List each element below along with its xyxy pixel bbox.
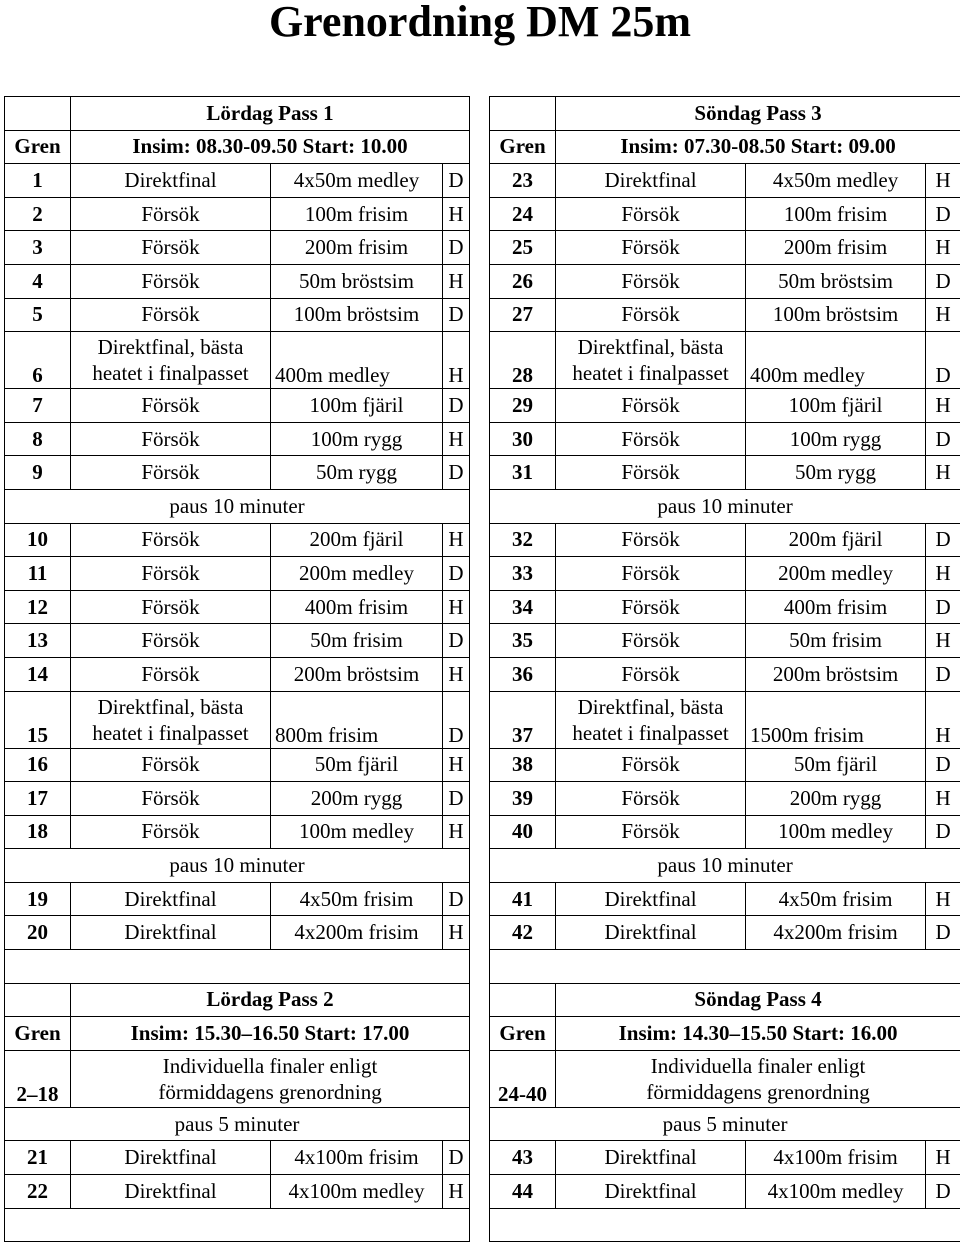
event-gender: D xyxy=(443,1141,470,1175)
event-gender: H xyxy=(443,332,470,389)
event-name: 4x50m medley xyxy=(746,164,926,198)
event-number: 22 xyxy=(5,1175,71,1209)
event-gender: H xyxy=(926,298,960,332)
event-gender: D xyxy=(926,332,960,389)
event-name: 4x100m medley xyxy=(746,1175,926,1209)
gren-header: Gren xyxy=(490,130,556,164)
event-name: 50m bröstsim xyxy=(271,264,443,298)
event-gender: D xyxy=(926,590,960,624)
individual-finals-text-line2: förmiddagens grenordning xyxy=(646,1079,870,1104)
event-number: 33 xyxy=(490,557,556,591)
event-row xyxy=(5,557,960,591)
empty-cell xyxy=(5,1208,470,1242)
event-type: Direktfinal xyxy=(556,882,746,916)
event-type: Direktfinal xyxy=(556,1141,746,1175)
event-type: Försök xyxy=(556,815,746,849)
pass4-times: Insim: 14.30–15.50 Start: 16.00 xyxy=(556,1017,960,1051)
pause-label: paus 5 minuter xyxy=(490,1107,960,1141)
pause-label: paus 10 minuter xyxy=(490,489,960,523)
event-number: 10 xyxy=(5,523,71,557)
event-number: 40 xyxy=(490,815,556,849)
event-number: 7 xyxy=(5,389,71,423)
pass3-name: Söndag Pass 3 xyxy=(556,97,960,131)
header-blank xyxy=(5,983,71,1017)
event-range: 24-40 xyxy=(490,1050,556,1107)
spacer-row xyxy=(5,950,960,984)
header-blank xyxy=(5,97,71,131)
event-type: Direktfinal xyxy=(71,882,271,916)
pause-row xyxy=(5,489,960,523)
event-gender: H xyxy=(926,691,960,748)
event-type xyxy=(556,332,746,389)
event-type-text-line1: Direktfinal, bästa xyxy=(97,335,244,360)
pause-label: paus 10 minuter xyxy=(5,489,470,523)
event-type: Försök xyxy=(556,624,746,658)
event-type-text-line1: Direktfinal, bästa xyxy=(577,335,724,360)
event-number: 21 xyxy=(5,1141,71,1175)
event-gender: H xyxy=(926,882,960,916)
individual-finals-text-line1: Individuella finaler enligt xyxy=(162,1053,378,1078)
event-number: 23 xyxy=(490,164,556,198)
event-number: 28 xyxy=(490,332,556,389)
event-name: 4x100m frisim xyxy=(271,1141,443,1175)
event-name: 4x50m frisim xyxy=(746,882,926,916)
pass2-times: Insim: 15.30–16.50 Start: 17.00 xyxy=(71,1017,470,1051)
event-type: Försök xyxy=(71,557,271,591)
event-type: Försök xyxy=(71,523,271,557)
column-separator xyxy=(470,1017,490,1051)
event-row xyxy=(5,164,960,198)
column-separator xyxy=(470,657,490,691)
event-gender: D xyxy=(443,164,470,198)
event-name: 100m fjäril xyxy=(746,389,926,423)
header-row-pass1-pass3 xyxy=(5,97,960,131)
event-name: 4x200m frisim xyxy=(746,916,926,950)
event-number: 12 xyxy=(5,590,71,624)
event-gender: H xyxy=(926,782,960,816)
event-name: 400m frisim xyxy=(271,590,443,624)
event-row xyxy=(5,624,960,658)
event-name: 200m fjäril xyxy=(271,523,443,557)
event-name: 4x100m frisim xyxy=(746,1141,926,1175)
event-row xyxy=(5,389,960,423)
individual-finals-text-line1: Individuella finaler enligt xyxy=(650,1053,866,1078)
event-number: 25 xyxy=(490,231,556,265)
event-gender: D xyxy=(926,197,960,231)
event-row xyxy=(5,197,960,231)
event-gender: H xyxy=(443,590,470,624)
column-separator xyxy=(470,422,490,456)
event-number: 19 xyxy=(5,882,71,916)
column-separator xyxy=(470,849,490,883)
column-separator xyxy=(470,389,490,423)
event-gender: H xyxy=(443,264,470,298)
event-type: Försök xyxy=(71,748,271,782)
event-number: 8 xyxy=(5,422,71,456)
event-row xyxy=(5,916,960,950)
event-number: 17 xyxy=(5,782,71,816)
event-name: 4x50m medley xyxy=(271,164,443,198)
column-separator xyxy=(470,456,490,490)
event-name: 100m bröstsim xyxy=(271,298,443,332)
pass3-times: Insim: 07.30-08.50 Start: 09.00 xyxy=(556,130,960,164)
event-row xyxy=(5,691,960,748)
event-gender: D xyxy=(443,782,470,816)
event-row xyxy=(5,456,960,490)
event-name: 200m medley xyxy=(746,557,926,591)
event-number: 42 xyxy=(490,916,556,950)
event-number: 4 xyxy=(5,264,71,298)
event-name: 100m frisim xyxy=(271,197,443,231)
event-name: 400m medley xyxy=(746,332,926,389)
event-name: 400m medley xyxy=(271,332,443,389)
gren-header: Gren xyxy=(490,1017,556,1051)
event-row xyxy=(5,231,960,265)
event-gender: H xyxy=(926,557,960,591)
column-separator xyxy=(470,624,490,658)
event-gender: H xyxy=(443,815,470,849)
event-type: Försök xyxy=(556,389,746,423)
event-row xyxy=(5,882,960,916)
individual-finals-row xyxy=(5,1050,960,1107)
column-separator xyxy=(470,916,490,950)
header-row-times-2 xyxy=(5,1017,960,1051)
page-title: Grenordning DM 25m xyxy=(268,0,692,46)
event-gender: H xyxy=(926,1141,960,1175)
event-gender: D xyxy=(926,264,960,298)
column-separator xyxy=(470,130,490,164)
event-row xyxy=(5,422,960,456)
event-name: 200m rygg xyxy=(271,782,443,816)
event-gender: D xyxy=(443,624,470,658)
event-type: Försök xyxy=(556,748,746,782)
event-name: 1500m frisim xyxy=(746,691,926,748)
column-separator xyxy=(470,164,490,198)
column-separator xyxy=(470,231,490,265)
column-separator xyxy=(470,1050,490,1107)
event-row xyxy=(5,298,960,332)
event-type: Försök xyxy=(71,422,271,456)
event-name: 100m fjäril xyxy=(271,389,443,423)
event-gender: D xyxy=(926,748,960,782)
column-separator xyxy=(470,523,490,557)
pause-label: paus 5 minuter xyxy=(5,1107,470,1141)
column-separator xyxy=(470,691,490,748)
event-number: 13 xyxy=(5,624,71,658)
event-number: 14 xyxy=(5,657,71,691)
event-name: 50m frisim xyxy=(271,624,443,658)
event-type: Försök xyxy=(556,422,746,456)
event-gender: H xyxy=(926,389,960,423)
event-type-text-line1: Direktfinal, bästa xyxy=(577,694,724,719)
event-row xyxy=(5,657,960,691)
event-type: Försök xyxy=(71,456,271,490)
column-separator xyxy=(470,815,490,849)
event-gender: H xyxy=(443,1175,470,1209)
event-type xyxy=(71,332,271,389)
individual-finals-text-line2: förmiddagens grenordning xyxy=(158,1079,382,1104)
pause-label: paus 10 minuter xyxy=(490,849,960,883)
column-separator xyxy=(470,782,490,816)
event-name: 4x100m medley xyxy=(271,1175,443,1209)
event-number: 34 xyxy=(490,590,556,624)
event-gender: H xyxy=(926,164,960,198)
event-type: Direktfinal xyxy=(71,1141,271,1175)
empty-cell xyxy=(490,950,960,984)
event-gender: H xyxy=(926,624,960,658)
event-type: Direktfinal xyxy=(556,1175,746,1209)
event-gender: D xyxy=(443,882,470,916)
event-number: 15 xyxy=(5,691,71,748)
event-number: 6 xyxy=(5,332,71,389)
event-name: 100m rygg xyxy=(746,422,926,456)
event-type: Försök xyxy=(71,782,271,816)
event-gender: D xyxy=(443,456,470,490)
event-number: 9 xyxy=(5,456,71,490)
event-gender: D xyxy=(926,657,960,691)
column-separator xyxy=(470,1107,490,1141)
column-separator xyxy=(470,264,490,298)
event-type: Direktfinal xyxy=(71,1175,271,1209)
event-gender: H xyxy=(443,197,470,231)
event-gender: D xyxy=(926,1175,960,1209)
event-type: Försök xyxy=(71,231,271,265)
event-name: 800m frisim xyxy=(271,691,443,748)
event-number: 31 xyxy=(490,456,556,490)
event-type: Direktfinal xyxy=(71,164,271,198)
event-number: 18 xyxy=(5,815,71,849)
event-number: 29 xyxy=(490,389,556,423)
event-name: 100m rygg xyxy=(271,422,443,456)
event-gender: D xyxy=(443,231,470,265)
event-row xyxy=(5,1175,960,1209)
event-gender: D xyxy=(926,422,960,456)
event-type: Försök xyxy=(556,197,746,231)
event-type: Försök xyxy=(71,657,271,691)
column-separator xyxy=(470,97,490,131)
event-type: Försök xyxy=(556,523,746,557)
event-gender: D xyxy=(926,523,960,557)
event-name: 100m medley xyxy=(271,815,443,849)
column-separator xyxy=(470,950,490,984)
event-type: Försök xyxy=(556,590,746,624)
event-type-text-line2: heatet i finalpasset xyxy=(572,720,729,745)
empty-cell xyxy=(490,1208,960,1242)
column-separator xyxy=(470,557,490,591)
event-type-text-line2: heatet i finalpasset xyxy=(92,720,249,745)
event-number: 39 xyxy=(490,782,556,816)
event-row xyxy=(5,1141,960,1175)
event-type: Försök xyxy=(71,264,271,298)
event-name: 50m frisim xyxy=(746,624,926,658)
event-row xyxy=(5,748,960,782)
event-number: 2 xyxy=(5,197,71,231)
event-type: Försök xyxy=(556,231,746,265)
pass1-times: Insim: 08.30-09.50 Start: 10.00 xyxy=(71,130,470,164)
event-type: Försök xyxy=(71,389,271,423)
pass2-name: Lördag Pass 2 xyxy=(71,983,470,1017)
event-gender: D xyxy=(926,815,960,849)
event-number: 32 xyxy=(490,523,556,557)
column-separator xyxy=(470,197,490,231)
column-separator xyxy=(470,882,490,916)
individual-finals-note xyxy=(556,1050,960,1107)
event-type: Direktfinal xyxy=(556,916,746,950)
event-name: 4x50m frisim xyxy=(271,882,443,916)
event-number: 5 xyxy=(5,298,71,332)
column-separator xyxy=(470,1141,490,1175)
event-type: Försök xyxy=(556,782,746,816)
column-separator xyxy=(470,298,490,332)
event-type: Försök xyxy=(556,298,746,332)
event-name: 400m frisim xyxy=(746,590,926,624)
event-name: 200m frisim xyxy=(271,231,443,265)
event-gender: D xyxy=(443,691,470,748)
event-number: 16 xyxy=(5,748,71,782)
spacer-row-end xyxy=(5,1208,960,1242)
column-separator xyxy=(470,748,490,782)
event-number: 36 xyxy=(490,657,556,691)
event-number: 27 xyxy=(490,298,556,332)
schedule-body xyxy=(5,97,960,1242)
event-gender: H xyxy=(926,456,960,490)
event-type: Försök xyxy=(71,298,271,332)
event-number: 38 xyxy=(490,748,556,782)
column-separator xyxy=(470,1175,490,1209)
column-separator xyxy=(470,489,490,523)
event-row xyxy=(5,590,960,624)
event-number: 37 xyxy=(490,691,556,748)
event-gender: D xyxy=(926,916,960,950)
event-type: Försök xyxy=(71,624,271,658)
event-number: 43 xyxy=(490,1141,556,1175)
pause-row xyxy=(5,849,960,883)
schedule-table xyxy=(4,96,960,1242)
column-separator xyxy=(470,590,490,624)
event-type: Försök xyxy=(556,264,746,298)
event-gender: D xyxy=(443,389,470,423)
gren-header: Gren xyxy=(5,1017,71,1051)
event-number: 41 xyxy=(490,882,556,916)
gren-header: Gren xyxy=(5,130,71,164)
event-type: Försök xyxy=(556,557,746,591)
event-type: Försök xyxy=(71,197,271,231)
event-name: 50m fjäril xyxy=(746,748,926,782)
event-range: 2–18 xyxy=(5,1050,71,1107)
event-row xyxy=(5,264,960,298)
event-row xyxy=(5,332,960,389)
event-number: 11 xyxy=(5,557,71,591)
event-type: Direktfinal xyxy=(556,164,746,198)
pause-label: paus 10 minuter xyxy=(5,849,470,883)
event-type: Försök xyxy=(556,456,746,490)
event-type-text-line2: heatet i finalpasset xyxy=(572,361,729,386)
event-gender: H xyxy=(443,657,470,691)
event-name: 200m frisim xyxy=(746,231,926,265)
header-blank xyxy=(490,983,556,1017)
event-type-text-line1: Direktfinal, bästa xyxy=(97,694,244,719)
column-separator xyxy=(470,983,490,1017)
event-row xyxy=(5,815,960,849)
event-type xyxy=(556,691,746,748)
event-name: 50m rygg xyxy=(271,456,443,490)
column-separator xyxy=(470,332,490,389)
event-name: 200m rygg xyxy=(746,782,926,816)
header-blank xyxy=(490,97,556,131)
event-type: Direktfinal xyxy=(71,916,271,950)
event-name: 100m bröstsim xyxy=(746,298,926,332)
individual-finals-note xyxy=(71,1050,470,1107)
event-name: 4x200m frisim xyxy=(271,916,443,950)
event-number: 26 xyxy=(490,264,556,298)
event-number: 35 xyxy=(490,624,556,658)
event-name: 200m medley xyxy=(271,557,443,591)
event-number: 44 xyxy=(490,1175,556,1209)
header-row-times xyxy=(5,130,960,164)
event-type: Försök xyxy=(71,590,271,624)
event-name: 200m fjäril xyxy=(746,523,926,557)
event-name: 50m fjäril xyxy=(271,748,443,782)
event-gender: H xyxy=(443,748,470,782)
event-gender: H xyxy=(443,523,470,557)
event-type: Försök xyxy=(71,815,271,849)
event-type-text-line2: heatet i finalpasset xyxy=(92,361,249,386)
pause-row xyxy=(5,1107,960,1141)
event-number: 30 xyxy=(490,422,556,456)
header-row-pass2-pass4 xyxy=(5,983,960,1017)
column-separator xyxy=(470,1208,490,1242)
event-row xyxy=(5,523,960,557)
event-number: 24 xyxy=(490,197,556,231)
event-name: 50m rygg xyxy=(746,456,926,490)
event-number: 20 xyxy=(5,916,71,950)
event-number: 3 xyxy=(5,231,71,265)
event-gender: H xyxy=(443,916,470,950)
event-type: Försök xyxy=(556,657,746,691)
pass1-name: Lördag Pass 1 xyxy=(71,97,470,131)
event-name: 200m bröstsim xyxy=(271,657,443,691)
event-type xyxy=(71,691,271,748)
event-gender: D xyxy=(443,298,470,332)
pass4-name: Söndag Pass 4 xyxy=(556,983,960,1017)
event-name: 50m bröstsim xyxy=(746,264,926,298)
event-gender: H xyxy=(926,231,960,265)
event-name: 100m medley xyxy=(746,815,926,849)
event-name: 200m bröstsim xyxy=(746,657,926,691)
event-number: 1 xyxy=(5,164,71,198)
event-name: 100m frisim xyxy=(746,197,926,231)
event-row xyxy=(5,782,960,816)
empty-cell xyxy=(5,950,470,984)
event-gender: H xyxy=(443,422,470,456)
event-gender: D xyxy=(443,557,470,591)
